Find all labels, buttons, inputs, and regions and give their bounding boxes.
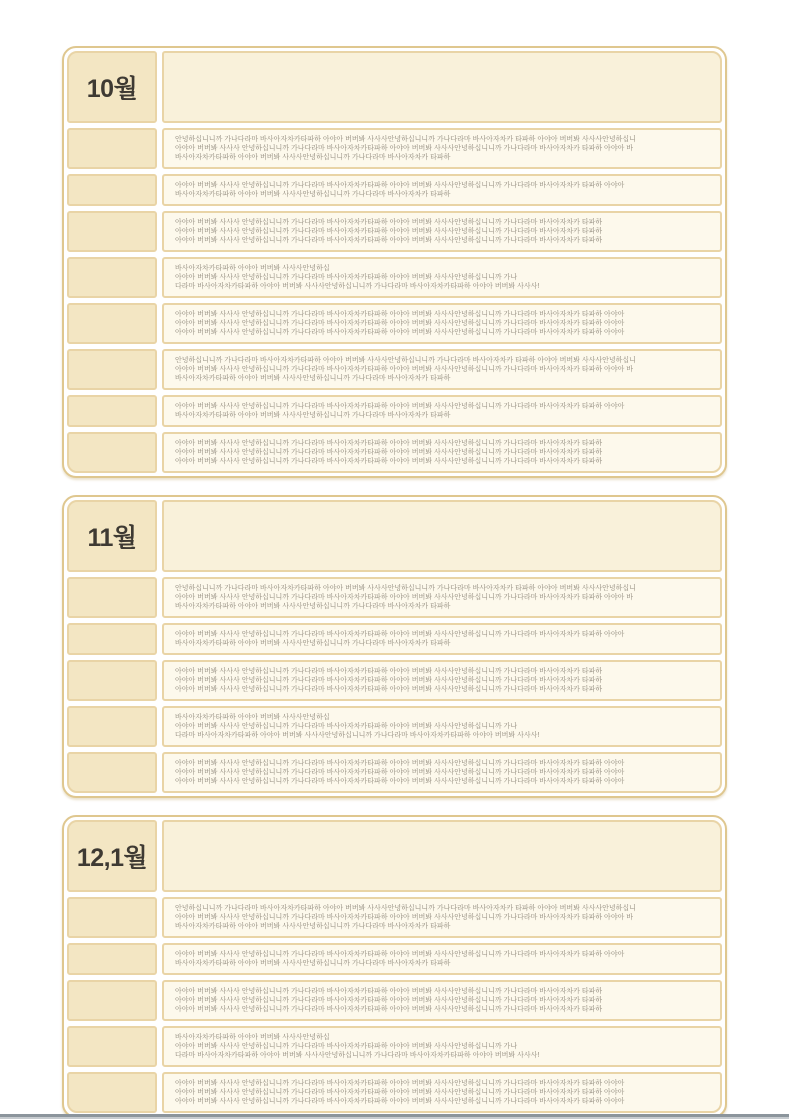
row-content-cell (162, 174, 722, 206)
row-content-cell (162, 577, 722, 618)
row-text-line: 아야아 버버봐 사사사 안녕하십니니까 가나다라마 바사아자차카타파하 아야아 버버봐 사사사안녕하십니니까 가나다라마 바사아자차카 타파하 (175, 668, 603, 675)
table-row (67, 432, 722, 473)
row-label-cell (67, 432, 157, 473)
row-content-cell (162, 349, 722, 390)
section-title: 11월 (87, 524, 137, 552)
section-header-content-cell (162, 51, 722, 123)
row-text-line: 아야아 버버봐 사사사 안녕하십니니까 가나다라마 바사아자차카타파하 아야아 버버봐 사사사안녕하십니니까 가나다라마 바사아자차카 타파하 아야아 (175, 1089, 625, 1096)
row-text-line: 아야아 버버봐 사사사 안녕하십니니까 가나다라마 바사아자차카타파하 아야아 버버봐 사사사안녕하십니니까 가나다라마 바사아자차카 타파하 (175, 677, 603, 684)
row-text-line: 바사아자차카타파하 아야아 버버봐 사사사안녕하십니니까 가나다라마 바사아자차카 타파하 (175, 603, 451, 610)
row-text-line: 아야아 버버봐 사사사 안녕하십니니까 가나다라마 바사아자차카타파하 아야아 버버봐 사사사안녕하십니니까 가나 (175, 274, 518, 281)
table-row (67, 706, 722, 747)
row-content-cell (162, 706, 722, 747)
row-text-line: 안녕하십니니까 가나다라마 바사아자차카타파하 아야아 버버봐 사사사안녕하십니니까 가나다라마 바사아자차카 타파하 아야아 버버봐 사사사안녕하십니 (175, 585, 636, 592)
row-label-cell (67, 349, 157, 390)
row-text-line: 아야아 버버봐 사사사 안녕하십니니까 가나다라마 바사아자차카타파하 아야아 버버봐 사사사안녕하십니니까 가나다라마 바사아자차카 타파하 아야아 바 (175, 366, 634, 373)
row-text-line: 아야아 버버봐 사사사 안녕하십니니까 가나다라마 바사아자차카타파하 아야아 버버봐 사사사안녕하십니니까 가나다라마 바사아자차카 타파하 아야아 (175, 320, 625, 327)
row-content-cell (162, 980, 722, 1021)
row-label-cell (67, 980, 157, 1021)
section-title: 12,1월 (76, 844, 148, 872)
table-row (67, 660, 722, 701)
row-text-line: 안녕하십니니까 가나다라마 바사아자차카타파하 아야아 버버봐 사사사안녕하십니니까 가나다라마 바사아자차카 타파하 아야아 버버봐 사사사안녕하십니 (175, 905, 636, 912)
row-text-line: 다라마 바사아자차카타파하 아야아 버버봐 사사사안녕하십니니까 가나다라마 바사아자차카타파하 아야아 버버봐 사사사! (175, 732, 540, 739)
row-label-cell (67, 257, 157, 298)
row-label-cell (67, 577, 157, 618)
row-content-cell (162, 1072, 722, 1113)
row-text-line: 바사아자차카타파하 아야아 버버봐 사사사안녕하십니니까 가나다라마 바사아자차카 타파하 (175, 154, 451, 161)
row-text-line: 바사아자차카타파하 아야아 버버봐 사사사안녕하십 (175, 714, 330, 721)
table-row (67, 257, 722, 298)
row-text-line: 아야아 버버봐 사사사 안녕하십니니까 가나다라마 바사아자차카타파하 아야아 버버봐 사사사안녕하십니니까 가나다라마 바사아자차카 타파하 (175, 237, 603, 244)
row-text-line: 바사아자차카타파하 아야아 버버봐 사사사안녕하십니니까 가나다라마 바사아자차카 타파하 (175, 923, 451, 930)
section-title-cell (67, 500, 157, 572)
table-row (67, 174, 722, 206)
row-text-line: 안녕하십니니까 가나다라마 바사아자차카타파하 아야아 버버봐 사사사안녕하십니니까 가나다라마 바사아자차카 타파하 아야아 버버봐 사사사안녕하십니 (175, 357, 636, 364)
table-row (67, 128, 722, 169)
section-header-content-cell (162, 500, 722, 572)
row-text-line: 바사아자차카타파하 아야아 버버봐 사사사안녕하십니니까 가나다라마 바사아자차카 타파하 (175, 412, 451, 419)
section-header-row (67, 500, 722, 572)
row-label-cell (67, 660, 157, 701)
section-title-cell (67, 820, 157, 892)
row-text-line: 아야아 버버봐 사사사 안녕하십니니까 가나다라마 바사아자차카타파하 아야아 버버봐 사사사안녕하십니니까 가나다라마 바사아자차카 타파하 아야아 (175, 182, 625, 189)
row-text-line: 아야아 버버봐 사사사 안녕하십니니까 가나다라마 바사아자차카타파하 아야아 버버봐 사사사안녕하십니니까 가나다라마 바사아자차카 타파하 (175, 1006, 603, 1013)
row-text-line: 바사아자차카타파하 아야아 버버봐 사사사안녕하십니니까 가나다라마 바사아자차카 타파하 (175, 191, 451, 198)
section-title: 10월 (86, 75, 138, 103)
row-text-line: 아야아 버버봐 사사사 안녕하십니니까 가나다라마 바사아자차카타파하 아야아 버버봐 사사사안녕하십니니까 가나다라마 바사아자차카 타파하 아야아 (175, 951, 625, 958)
row-text-line: 바사아자차카타파하 아야아 버버봐 사사사안녕하십 (175, 265, 330, 272)
row-label-cell (67, 623, 157, 655)
row-text-line: 바사아자차카타파하 아야아 버버봐 사사사안녕하십니니까 가나다라마 바사아자차카 타파하 (175, 375, 451, 382)
row-content-cell (162, 211, 722, 252)
row-content-cell (162, 1026, 722, 1067)
row-text-line: 아야아 버버봐 사사사 안녕하십니니까 가나다라마 바사아자차카타파하 아야아 버버봐 사사사안녕하십니니까 가나다라마 바사아자차카 타파하 아야아 바 (175, 914, 634, 921)
row-text-line: 바사아자차카타파하 아야아 버버봐 사사사안녕하십니니까 가나다라마 바사아자차카 타파하 (175, 640, 451, 647)
row-label-cell (67, 1026, 157, 1067)
row-text-line: 아야아 버버봐 사사사 안녕하십니니까 가나다라마 바사아자차카타파하 아야아 버버봐 사사사안녕하십니니까 가나다라마 바사아자차카 타파하 (175, 440, 603, 447)
row-text-line: 아야아 버버봐 사사사 안녕하십니니까 가나다라마 바사아자차카타파하 아야아 버버봐 사사사안녕하십니니까 가나다라마 바사아자차카 타파하 (175, 458, 603, 465)
month-section-november (62, 495, 727, 798)
row-text-line: 아야아 버버봐 사사사 안녕하십니니까 가나다라마 바사아자차카타파하 아야아 버버봐 사사사안녕하십니니까 가나다라마 바사아자차카 타파하 아야아 (175, 1098, 625, 1105)
row-text-line: 아야아 버버봐 사사사 안녕하십니니까 가나다라마 바사아자차카타파하 아야아 버버봐 사사사안녕하십니니까 가나다라마 바사아자차카 타파하 아야아 (175, 311, 625, 318)
table-row (67, 395, 722, 427)
row-text-line: 아야아 버버봐 사사사 안녕하십니니까 가나다라마 바사아자차카타파하 아야아 버버봐 사사사안녕하십니니까 가나 (175, 723, 518, 730)
section-header-row (67, 51, 722, 123)
row-content-cell (162, 943, 722, 975)
row-content-cell (162, 257, 722, 298)
row-text-line: 아야아 버버봐 사사사 안녕하십니니까 가나다라마 바사아자차카타파하 아야아 버버봐 사사사안녕하십니니까 가나다라마 바사아자차카 타파하 아야아 (175, 1080, 625, 1087)
row-label-cell (67, 395, 157, 427)
row-label-cell (67, 897, 157, 938)
month-section-october (62, 46, 727, 478)
row-text-line: 아야아 버버봐 사사사 안녕하십니니까 가나다라마 바사아자차카타파하 아야아 버버봐 사사사안녕하십니니까 가나다라마 바사아자차카 타파하 (175, 988, 603, 995)
row-text-line: 다라마 바사아자차카타파하 아야아 버버봐 사사사안녕하십니니까 가나다라마 바사아자차카타파하 아야아 버버봐 사사사! (175, 1052, 540, 1059)
row-label-cell (67, 706, 157, 747)
row-content-cell (162, 897, 722, 938)
row-text-line: 다라마 바사아자차카타파하 아야아 버버봐 사사사안녕하십니니까 가나다라마 바사아자차카타파하 아야아 버버봐 사사사! (175, 283, 540, 290)
table-row (67, 349, 722, 390)
section-header-content-cell (162, 820, 722, 892)
row-text-line: 아야아 버버봐 사사사 안녕하십니니까 가나다라마 바사아자차카타파하 아야아 버버봐 사사사안녕하십니니까 가나다라마 바사아자차카 타파하 아야아 (175, 760, 625, 767)
section-title-cell (67, 51, 157, 123)
row-text-line: 아야아 버버봐 사사사 안녕하십니니까 가나다라마 바사아자차카타파하 아야아 버버봐 사사사안녕하십니니까 가나다라마 바사아자차카 타파하 아야아 바 (175, 145, 634, 152)
row-text-line: 아야아 버버봐 사사사 안녕하십니니까 가나다라마 바사아자차카타파하 아야아 버버봐 사사사안녕하십니니까 가나다라마 바사아자차카 타파하 (175, 219, 603, 226)
row-content-cell (162, 128, 722, 169)
row-text-line: 안녕하십니니까 가나다라마 바사아자차카타파하 아야아 버버봐 사사사안녕하십니니까 가나다라마 바사아자차카 타파하 아야아 버버봐 사사사안녕하십니 (175, 136, 636, 143)
row-label-cell (67, 752, 157, 793)
row-text-line: 바사아자차카타파하 아야아 버버봐 사사사안녕하십 (175, 1034, 330, 1041)
row-label-cell (67, 128, 157, 169)
table-row (67, 577, 722, 618)
row-text-line: 아야아 버버봐 사사사 안녕하십니니까 가나다라마 바사아자차카타파하 아야아 버버봐 사사사안녕하십니니까 가나다라마 바사아자차카 타파하 (175, 228, 603, 235)
row-text-line: 아야아 버버봐 사사사 안녕하십니니까 가나다라마 바사아자차카타파하 아야아 버버봐 사사사안녕하십니니까 가나다라마 바사아자차카 타파하 아야아 (175, 631, 625, 638)
row-text-line: 아야아 버버봐 사사사 안녕하십니니까 가나다라마 바사아자차카타파하 아야아 버버봐 사사사안녕하십니니까 가나다라마 바사아자차카 타파하 아야아 (175, 778, 625, 785)
row-text-line: 아야아 버버봐 사사사 안녕하십니니까 가나다라마 바사아자차카타파하 아야아 버버봐 사사사안녕하십니니까 가나다라마 바사아자차카 타파하 아야아 (175, 329, 625, 336)
row-content-cell (162, 660, 722, 701)
row-content-cell (162, 752, 722, 793)
row-text-line: 아야아 버버봐 사사사 안녕하십니니까 가나다라마 바사아자차카타파하 아야아 버버봐 사사사안녕하십니니까 가나다라마 바사아자차카 타파하 (175, 686, 603, 693)
row-text-line: 아야아 버버봐 사사사 안녕하십니니까 가나다라마 바사아자차카타파하 아야아 버버봐 사사사안녕하십니니까 가나 (175, 1043, 518, 1050)
row-label-cell (67, 303, 157, 344)
row-label-cell (67, 211, 157, 252)
row-text-line: 아야아 버버봐 사사사 안녕하십니니까 가나다라마 바사아자차카타파하 아야아 버버봐 사사사안녕하십니니까 가나다라마 바사아자차카 타파하 (175, 997, 603, 1004)
table-row (67, 897, 722, 938)
table-row (67, 980, 722, 1021)
table-row (67, 943, 722, 975)
row-content-cell (162, 395, 722, 427)
row-label-cell (67, 174, 157, 206)
table-row (67, 623, 722, 655)
row-content-cell (162, 623, 722, 655)
row-content-cell (162, 303, 722, 344)
row-text-line: 아야아 버버봐 사사사 안녕하십니니까 가나다라마 바사아자차카타파하 아야아 버버봐 사사사안녕하십니니까 가나다라마 바사아자차카 타파하 (175, 449, 603, 456)
row-text-line: 아야아 버버봐 사사사 안녕하십니니까 가나다라마 바사아자차카타파하 아야아 버버봐 사사사안녕하십니니까 가나다라마 바사아자차카 타파하 아야아 (175, 769, 625, 776)
row-text-line: 아야아 버버봐 사사사 안녕하십니니까 가나다라마 바사아자차카타파하 아야아 버버봐 사사사안녕하십니니까 가나다라마 바사아자차카 타파하 아야아 (175, 403, 625, 410)
section-header-row (67, 820, 722, 892)
table-row (67, 303, 722, 344)
table-row (67, 752, 722, 793)
table-row (67, 1072, 722, 1113)
row-text-line: 바사아자차카타파하 아야아 버버봐 사사사안녕하십니니까 가나다라마 바사아자차카 타파하 (175, 960, 451, 967)
table-row (67, 211, 722, 252)
row-label-cell (67, 943, 157, 975)
row-text-line: 아야아 버버봐 사사사 안녕하십니니까 가나다라마 바사아자차카타파하 아야아 버버봐 사사사안녕하십니니까 가나다라마 바사아자차카 타파하 아야아 바 (175, 594, 634, 601)
row-label-cell (67, 1072, 157, 1113)
table-row (67, 1026, 722, 1067)
month-section-december-january (62, 815, 727, 1118)
row-content-cell (162, 432, 722, 473)
